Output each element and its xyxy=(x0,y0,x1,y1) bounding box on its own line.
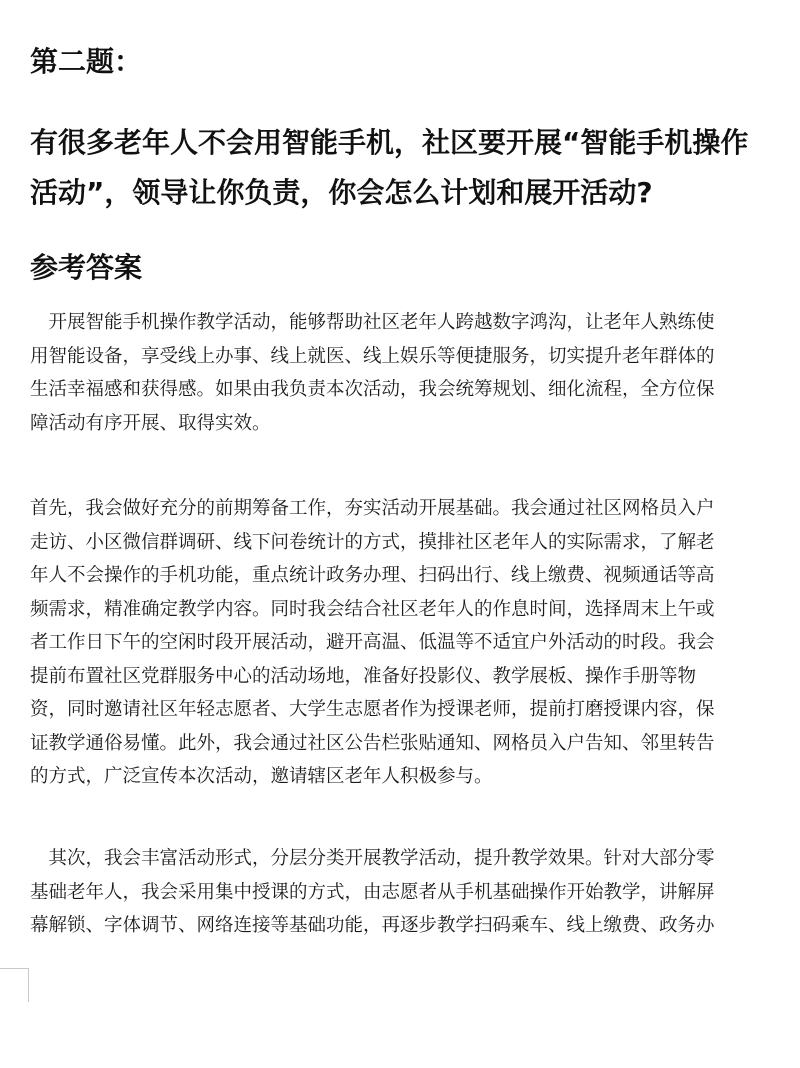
paragraph-line: 其次，我会丰富活动形式，分层分类开展教学活动，提升教学效果。针对大部分零 xyxy=(30,848,715,869)
paragraph-line: 用智能设备，享受线上办事、线上就医、线上娱乐等便捷服务，切实提升老年群体的 xyxy=(30,345,715,367)
question-label: 第二题： xyxy=(30,45,143,78)
paragraph-line: 频需求，精准确定教学内容。同时我会结合社区老年人的作息时间，选择周末上午或 xyxy=(30,598,715,620)
paragraph-line: 生活幸福感和获得感。如果由我负责本次活动，我会统筹规划、细化流程，全方位保 xyxy=(30,379,715,400)
question-line: 活动”，领导让你负责，你会怎么计划和展开活动? xyxy=(30,176,653,209)
paragraph-second xyxy=(30,842,800,943)
paragraph-line: 提前布置社区党群服务中心的活动场地，准备好投影仪、教学展板、操作手册等物 xyxy=(30,665,697,687)
paragraph-line: 资，同时邀请社区年轻志愿者、大学生志愿者作为授课老师，提前打磨授课内容，保 xyxy=(30,699,715,720)
paragraph-line: 年人不会操作的手机功能，重点统计政务办理、扫码出行、线上缴费、视频通话等高 xyxy=(30,565,715,586)
paragraph-line: 证教学通俗易懂。此外，我会通过社区公告栏张贴通知、网格员入户告知、邻里转告 xyxy=(30,732,715,754)
paragraph-line: 基础老年人，我会采用集中授课的方式，由志愿者从手机基础操作开始教学，讲解屏 xyxy=(30,881,715,903)
paragraph-first xyxy=(30,492,800,794)
paragraph-line: 开展智能手机操作教学活动，能够帮助社区老年人跨越数字鸿沟，让老年人熟练使 xyxy=(30,312,715,333)
page-corner-mark xyxy=(0,968,29,1002)
question-text xyxy=(30,118,800,218)
paragraph-line: 障活动有序开展、取得实效。 xyxy=(30,412,271,434)
paragraph-line: 首先，我会做好充分的前期筹备工作，夯实活动开展基础。我会通过社区网格员入户 xyxy=(30,498,715,519)
paragraph-line: 的方式，广泛宣传本次活动，邀请辖区老年人积极参与。 xyxy=(30,766,493,787)
paragraph-line: 幕解锁、字体调节、网络连接等基础功能，再逐步教学扫码乘车、线上缴费、政务办 xyxy=(30,915,715,936)
answer-heading: 参考答案 xyxy=(30,251,143,284)
paragraph-intro xyxy=(30,306,800,440)
question-line: 有很多老年人不会用智能手机，社区要开展“智能手机操作 xyxy=(30,126,749,159)
paragraph-line: 者工作日下午的空闲时段开展活动，避开高温、低温等不适宜户外活动的时段。我会 xyxy=(30,632,715,653)
paragraph-line: 走访、小区微信群调研、线下问卷统计的方式，摸排社区老年人的实际需求，了解老 xyxy=(30,531,715,553)
